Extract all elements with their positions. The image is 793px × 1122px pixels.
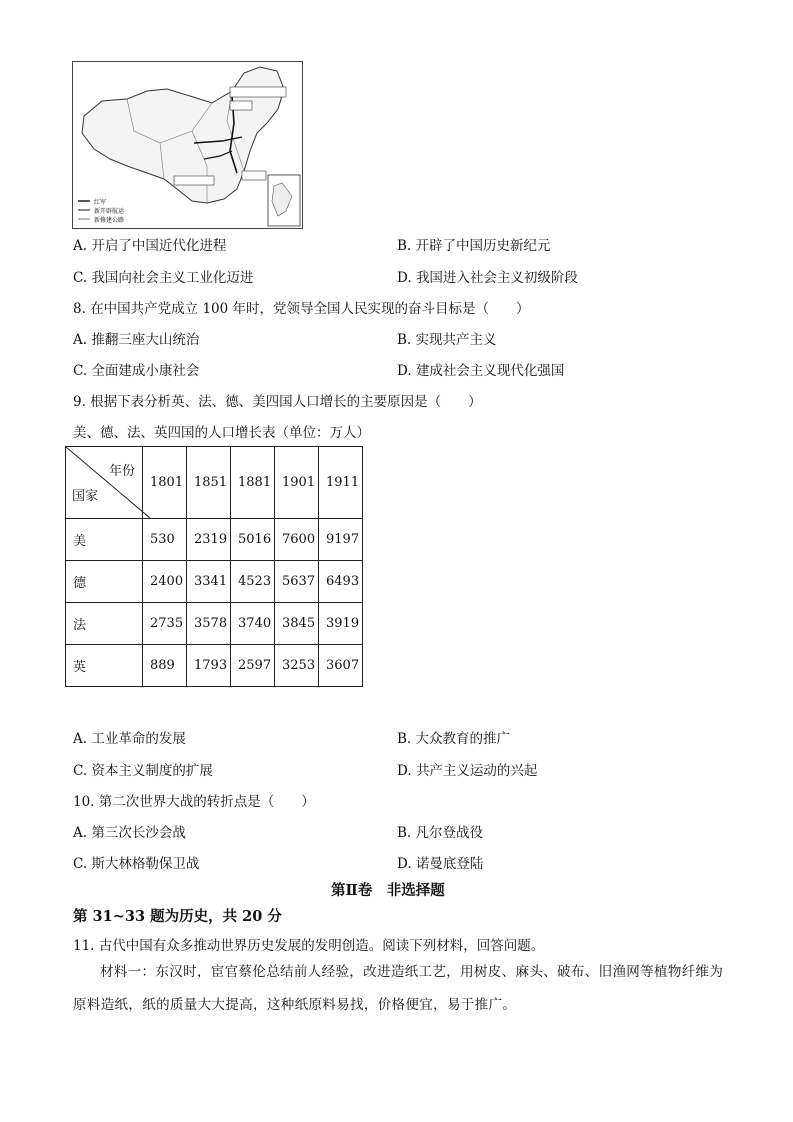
q8-option-c[interactable] <box>73 359 199 379</box>
option-key: D. <box>397 763 412 779</box>
part2-subtitle: 第 31~33 题为历史，共 20 分 <box>73 908 282 925</box>
option-text: 资本主义制度的扩展 <box>91 763 213 779</box>
option-key: D. <box>397 856 412 872</box>
value-cell: 7600 <box>275 519 319 561</box>
q11-material-1: 材料一：东汉时，宦官蔡伦总结前人经验，改进造纸工艺，用树皮、麻头、破布、旧渔网等植物纤维为原料造纸，纸的质量大大提高，这种纸原料易找，价格便宜，易于推广。 <box>73 964 724 1013</box>
option-key: C. <box>73 363 88 379</box>
value-cell: 2735 <box>143 603 187 645</box>
value-cell: 5016 <box>231 519 275 561</box>
value-cell: 889 <box>143 645 187 687</box>
q10-stem: 10. 第二次世界大战的转折点是（ ） <box>73 794 315 810</box>
q9-option-d[interactable] <box>397 759 537 779</box>
option-text: 我国向社会主义工业化迈进 <box>91 270 254 286</box>
value-cell: 3919 <box>319 603 363 645</box>
population-table <box>65 446 363 687</box>
part2-title: 第Ⅱ卷 非选择题 <box>331 882 445 899</box>
q7-option-d[interactable] <box>397 266 578 286</box>
q10-option-c[interactable] <box>73 852 199 872</box>
q9-option-b[interactable] <box>397 727 510 747</box>
value-cell: 9197 <box>319 519 363 561</box>
year-header: 1911 <box>319 447 363 519</box>
value-cell: 2597 <box>231 645 275 687</box>
option-key: B. <box>397 731 412 747</box>
corner-country-label: 国家 <box>72 489 99 504</box>
year-header: 1901 <box>275 447 319 519</box>
table-corner-cell <box>66 447 143 519</box>
value-cell: 3845 <box>275 603 319 645</box>
q8-stem: 8. 在中国共产党成立 100 年时，党领导全国人民实现的奋斗目标是（ ） <box>73 301 530 317</box>
option-key: A. <box>73 825 88 841</box>
country-cell: 德 <box>66 561 143 603</box>
option-text: 斯大林格勒保卫战 <box>91 856 200 872</box>
value-cell: 3740 <box>231 603 275 645</box>
option-text: 全面建成小康社会 <box>91 363 200 379</box>
value-cell: 3607 <box>319 645 363 687</box>
option-key: C. <box>73 856 88 872</box>
corner-year-label: 年份 <box>108 464 135 479</box>
q8-option-a[interactable] <box>73 328 199 348</box>
option-key: C. <box>73 270 88 286</box>
value-cell: 1793 <box>187 645 231 687</box>
option-text: 开辟了中国历史新纪元 <box>415 238 551 254</box>
country-cell: 英 <box>66 645 143 687</box>
option-key: D. <box>397 270 412 286</box>
value-cell: 530 <box>143 519 187 561</box>
value-cell: 5637 <box>275 561 319 603</box>
q7-option-b[interactable] <box>397 234 551 254</box>
year-header: 1851 <box>187 447 231 519</box>
table-row <box>66 561 363 603</box>
q7-option-c[interactable] <box>73 266 253 286</box>
value-cell: 3341 <box>187 561 231 603</box>
table-row <box>66 603 363 645</box>
q7-option-a[interactable] <box>73 234 226 254</box>
q10-option-d[interactable] <box>397 852 483 872</box>
option-text: 共产主义运动的兴起 <box>415 763 538 779</box>
diagonal-line <box>66 447 150 518</box>
legend-item-1: 红军 <box>94 199 107 206</box>
q9-stem: 9. 根据下表分析英、法、德、美四国人口增长的主要原因是（ ） <box>73 394 482 410</box>
option-text: 凡尔登战役 <box>415 825 484 841</box>
value-cell: 6493 <box>319 561 363 603</box>
table-caption: 美、德、法、英四国的人口增长表（单位：万人） <box>73 425 370 441</box>
table-row <box>66 519 363 561</box>
year-header: 1801 <box>143 447 187 519</box>
option-key: B. <box>397 332 412 348</box>
option-key: A. <box>73 332 88 348</box>
option-key: B. <box>397 238 412 254</box>
value-cell: 3578 <box>187 603 231 645</box>
q10-option-b[interactable] <box>397 821 483 841</box>
option-text: 我国进入社会主义初级阶段 <box>415 270 578 286</box>
q11-stem: 11. 古代中国有众多推动世界历史发展的发明创造。阅读下列材料，回答问题。 <box>73 938 545 954</box>
option-text: 工业革命的发展 <box>91 731 186 747</box>
option-key: C. <box>73 763 88 779</box>
option-text: 实现共产主义 <box>415 332 497 348</box>
china-map-figure <box>72 61 303 229</box>
option-key: A. <box>73 731 88 747</box>
option-text: 建成社会主义现代化强国 <box>415 363 565 379</box>
q10-option-a[interactable] <box>73 821 186 841</box>
legend-item-2: 新开辟航运 <box>94 208 125 215</box>
table-header-row <box>66 447 363 519</box>
option-key: D. <box>397 363 412 379</box>
value-cell: 2400 <box>143 561 187 603</box>
option-text: 推翻三座大山统治 <box>91 332 200 348</box>
country-cell: 法 <box>66 603 143 645</box>
legend-item-3: 新修建公路 <box>94 217 125 224</box>
option-key: A. <box>73 238 88 254</box>
option-key: B. <box>397 825 412 841</box>
year-header: 1881 <box>231 447 275 519</box>
q8-option-d[interactable] <box>397 359 564 379</box>
option-text: 第三次长沙会战 <box>91 825 186 841</box>
value-cell: 2319 <box>187 519 231 561</box>
country-cell: 美 <box>66 519 143 561</box>
option-text: 开启了中国近代化进程 <box>91 238 227 254</box>
map-image <box>72 61 303 229</box>
option-text: 大众教育的推广 <box>415 731 511 747</box>
q9-option-a[interactable] <box>73 727 186 747</box>
q9-option-c[interactable] <box>73 759 213 779</box>
value-cell: 3253 <box>275 645 319 687</box>
q8-option-b[interactable] <box>397 328 497 348</box>
option-text: 诺曼底登陆 <box>415 856 484 872</box>
table-row <box>66 645 363 687</box>
value-cell: 4523 <box>231 561 275 603</box>
